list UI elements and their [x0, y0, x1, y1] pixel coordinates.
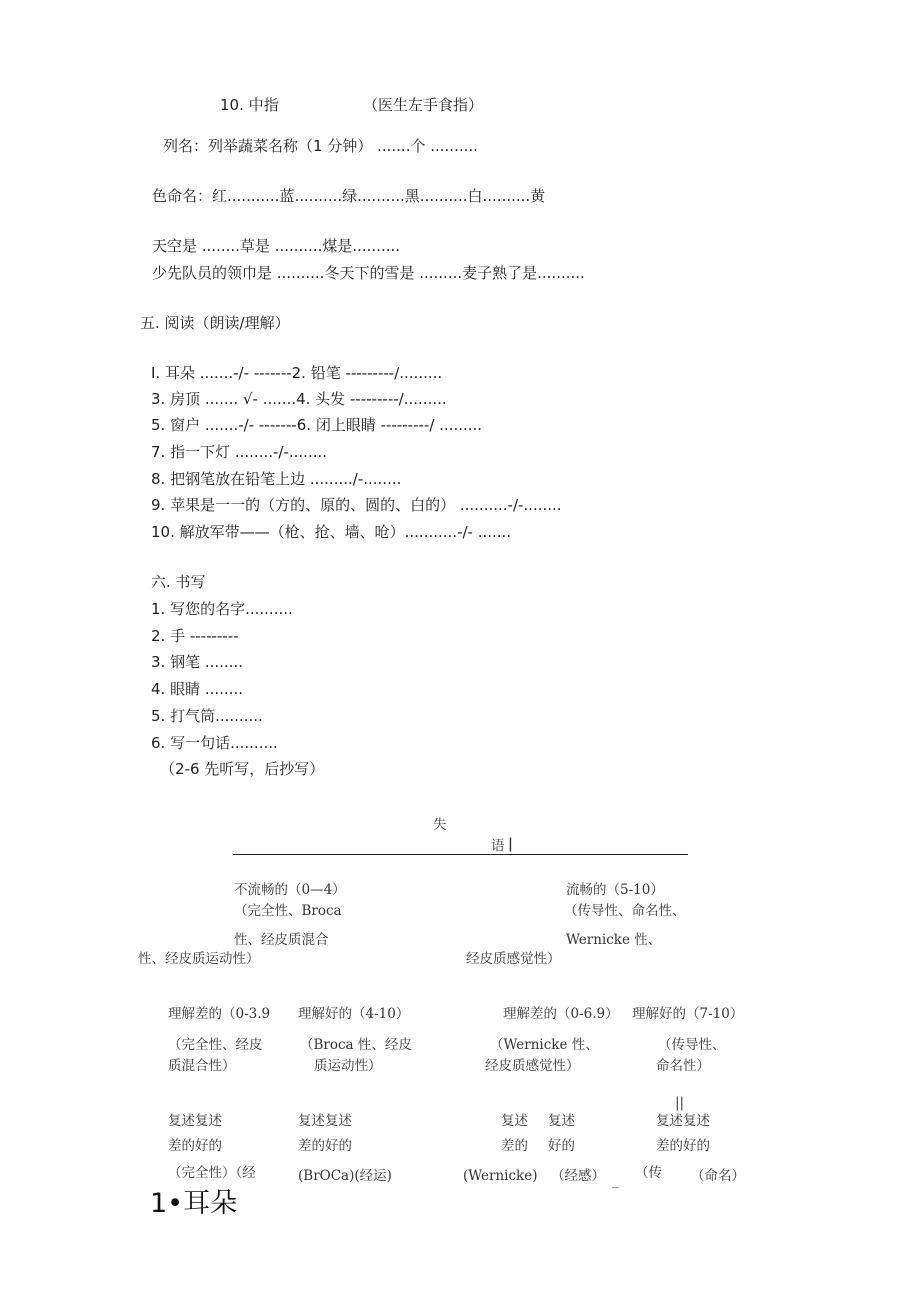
aphasia-type: （传	[635, 1165, 662, 1181]
double-bar-mark: ||	[675, 1095, 685, 1111]
reading-item: 8. 把钢笔放在铅笔上边 ........./-........	[151, 470, 402, 488]
writing-item: 4. 眼睛 ........	[151, 680, 243, 698]
aphasia-type: (Wernicke)	[463, 1168, 538, 1184]
writing-item: 2. 手 ---------	[151, 627, 239, 645]
reading-item: 9. 苹果是一一的（方的、原的、圆的、白的） ..........-/-........	[151, 496, 562, 514]
repetition-label: 复述复述	[298, 1113, 352, 1129]
footer-item: 1•耳朵	[150, 1188, 238, 1219]
nonfluent-line3: 性、经皮质运动性）	[138, 951, 260, 967]
reading-item: 5. 窗户 .......-/- -------6. 闭上眼睛 ---------/ .........	[151, 416, 483, 434]
repetition-quality: 差的好的	[168, 1138, 222, 1154]
fluent-line1: （传导性、命名性、	[564, 903, 686, 919]
comprehension-line1: （完全性、经皮	[168, 1037, 263, 1053]
comprehension-title: 理解好的（7-10）	[632, 1006, 744, 1022]
writing-item: 3. 钢笔 ........	[151, 653, 243, 671]
comprehension-line1: （Broca 性、经皮	[300, 1037, 412, 1053]
comprehension-line2: 质运动性）	[314, 1058, 382, 1074]
nonfluent-title: 不流畅的（0—4）	[234, 882, 346, 898]
aphasia-type: (BrOCa)(经运)	[298, 1168, 392, 1184]
tree-root-rule	[233, 854, 688, 855]
writing-item: 6. 写一句话..........	[151, 734, 278, 752]
aphasia-type: （经感）	[551, 1168, 605, 1184]
repetition-label: 复述	[501, 1113, 528, 1129]
fluent-line2: Wernicke 性、	[566, 932, 662, 948]
tree-root-bottom: 语	[491, 838, 505, 854]
section5-heading: 五. 阅读（朗读/理解）	[140, 314, 290, 332]
repetition-label: 复述	[548, 1113, 575, 1129]
comprehension-line2: 命名性）	[656, 1058, 710, 1074]
writing-item: 1. 写您的名字..........	[151, 600, 293, 618]
repetition-label: 复述复述	[168, 1113, 222, 1129]
comprehension-title: 理解差的（0-6.9）	[503, 1006, 619, 1022]
writing-note: （2-6 先听写，后抄写）	[160, 760, 325, 778]
nonfluent-line2: 性、经皮质混合	[234, 932, 329, 948]
reading-item: 7. 指一下灯 ........-/-........	[151, 443, 328, 461]
tree-root-mark: |	[508, 836, 513, 852]
section6-heading: 六. 书写	[151, 573, 206, 591]
color-naming-line: 色命名：红...........蓝..........绿..........黑..........白..........黄	[152, 187, 546, 205]
tree-root-top: 失	[433, 817, 447, 833]
comprehension-title: 理解差的（0-3.9	[168, 1006, 271, 1022]
comprehension-title: 理解好的（4-10）	[298, 1006, 410, 1022]
repetition-quality: 好的	[548, 1138, 575, 1154]
comprehension-line2: 质混合性）	[168, 1058, 236, 1074]
writing-item: 5. 打气筒..........	[151, 707, 263, 725]
repetition-label: 复述复述	[656, 1113, 710, 1129]
comprehension-line2: 经皮质感觉性）	[485, 1058, 580, 1074]
scarf-line: 少先队员的领巾是 ..........冬天下的雪是 .........麦子熟了是..........	[152, 264, 585, 282]
comprehension-line1: （传导性、	[658, 1037, 726, 1053]
comprehension-line1: （Wernicke 性、	[490, 1037, 599, 1053]
aphasia-type: （命名）	[691, 1168, 745, 1184]
repetition-quality: 差的	[501, 1138, 528, 1154]
list-naming-line: 列名：列举蔬菜名称（1 分钟） .......个 ..........	[163, 137, 478, 155]
aphasia-type: _	[612, 1173, 619, 1189]
reading-item: 3. 房顶 ....... √- .......4. 头发 ---------/.........	[151, 390, 447, 408]
repetition-quality: 差的好的	[298, 1138, 352, 1154]
nonfluent-line1: （完全性、Broca	[234, 903, 342, 919]
item-10-note: （医生左手食指）	[363, 96, 484, 114]
aphasia-type: （完全性）（经	[168, 1165, 256, 1181]
fluent-line3: 经皮质感觉性）	[466, 951, 561, 967]
reading-item: I. 耳朵 .......-/- -------2. 铅笔 ---------/.........	[151, 364, 443, 382]
reading-item: 10. 解放军带——（枪、抢、墙、呛）...........-/- .......	[151, 523, 512, 541]
item-10-label: 10. 中指	[220, 96, 279, 114]
repetition-quality: 差的好的	[656, 1138, 710, 1154]
fluent-title: 流畅的（5-10）	[566, 882, 664, 898]
sky-line: 天空是 ........草是 ..........煤是..........	[152, 237, 401, 255]
